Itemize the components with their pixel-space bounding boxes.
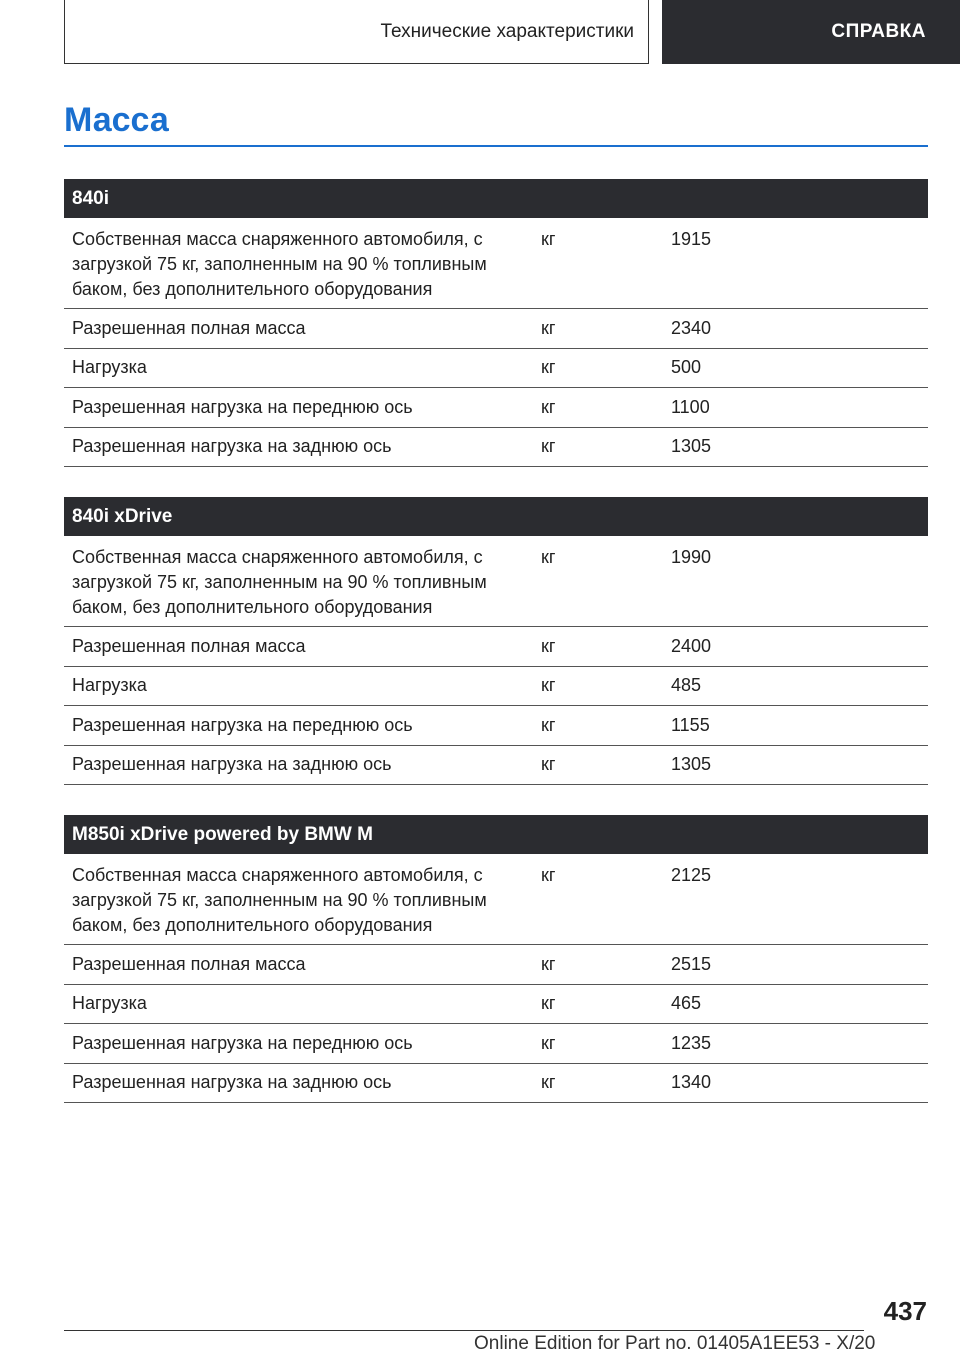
row-name: Собственная масса снаряженного автомобиля, с загрузкой 75 кг, заполненным на 90 % топливным баком, без дополнительного оборудования (72, 865, 487, 935)
row-unit: кг (541, 1032, 556, 1053)
row-value: 2125 (671, 865, 712, 885)
footer-rule (64, 1330, 864, 1331)
header-chapter-label: Технические характеристики (380, 20, 634, 42)
header-section-label: СПРАВКА (831, 21, 926, 42)
weight-table-m850i-xdrive (64, 815, 928, 1103)
row-unit: кг (541, 754, 556, 775)
row-unit: кг (541, 436, 556, 457)
row-value: 465 (671, 993, 702, 1014)
row-name: Собственная масса снаряженного автомобиля, с загрузкой 75 кг, заполненным на 90 % топливным баком, без дополнительного оборудования (72, 547, 487, 617)
table-row (64, 309, 928, 349)
row-name: Нагрузка (72, 357, 147, 378)
table-row (64, 706, 928, 746)
row-unit: кг (541, 317, 556, 338)
row-unit: кг (541, 357, 556, 378)
row-value: 485 (671, 675, 702, 696)
row-value: 1100 (671, 396, 710, 417)
page-number: 437 (883, 1296, 927, 1326)
section-header: M850i xDrive powered by BMW M (64, 815, 928, 854)
title-rule (64, 145, 928, 147)
row-value: 1155 (671, 714, 710, 735)
table-row (64, 388, 928, 428)
row-name: Разрешенная нагрузка на переднюю ось (72, 396, 413, 417)
table-row (64, 945, 928, 985)
row-name: Разрешенная нагрузка на заднюю ось (72, 436, 392, 457)
row-unit: кг (541, 714, 556, 735)
row-value: 500 (671, 357, 702, 378)
row-name: Нагрузка (72, 675, 147, 696)
header-chapter-tab (64, 0, 649, 64)
weight-table-840i (64, 179, 928, 467)
row-value: 1340 (671, 1072, 712, 1093)
table-row (64, 985, 928, 1025)
table-row (64, 854, 928, 945)
row-unit: кг (541, 396, 556, 417)
table-row (64, 1064, 928, 1104)
row-value: 2400 (671, 635, 712, 656)
row-unit: кг (541, 547, 556, 567)
weight-table-840i-xdrive (64, 497, 928, 785)
row-name: Разрешенная полная масса (72, 317, 306, 338)
row-unit: кг (541, 635, 556, 656)
table-row (64, 746, 928, 786)
row-value: 1305 (671, 754, 712, 775)
row-value: 2515 (671, 953, 712, 974)
footer-edition-text: Online Edition for Part no. 01405A1EE53 - X/20 (474, 1333, 876, 1354)
row-name: Разрешенная нагрузка на заднюю ось (72, 754, 392, 775)
section-header: 840i xDrive (64, 497, 928, 536)
row-unit: кг (541, 1072, 556, 1093)
row-name: Разрешенная полная масса (72, 953, 306, 974)
table-row (64, 627, 928, 667)
header-section-tab (662, 0, 960, 64)
page-title: Масса (64, 101, 169, 139)
row-unit: кг (541, 865, 556, 885)
row-value: 2340 (671, 317, 712, 338)
row-unit: кг (541, 953, 556, 974)
row-value: 1235 (671, 1032, 712, 1053)
row-name: Собственная масса снаряженного автомобиля, с загрузкой 75 кг, заполненным на 90 % топливным баком, без дополнительного оборудования (72, 229, 487, 299)
table-row (64, 428, 928, 468)
table-row (64, 349, 928, 389)
row-name: Разрешенная полная масса (72, 635, 306, 656)
row-name: Разрешенная нагрузка на переднюю ось (72, 714, 413, 735)
row-unit: кг (541, 229, 556, 249)
row-value: 1990 (671, 547, 712, 567)
row-name: Разрешенная нагрузка на переднюю ось (72, 1032, 413, 1053)
table-row (64, 536, 928, 627)
row-name: Разрешенная нагрузка на заднюю ось (72, 1072, 392, 1093)
table-row (64, 218, 928, 309)
row-name: Нагрузка (72, 993, 147, 1014)
table-row (64, 1024, 928, 1064)
row-value: 1915 (671, 229, 712, 249)
table-row (64, 667, 928, 707)
row-value: 1305 (671, 436, 712, 457)
section-header: 840i (64, 179, 928, 218)
row-unit: кг (541, 675, 556, 696)
row-unit: кг (541, 993, 556, 1014)
